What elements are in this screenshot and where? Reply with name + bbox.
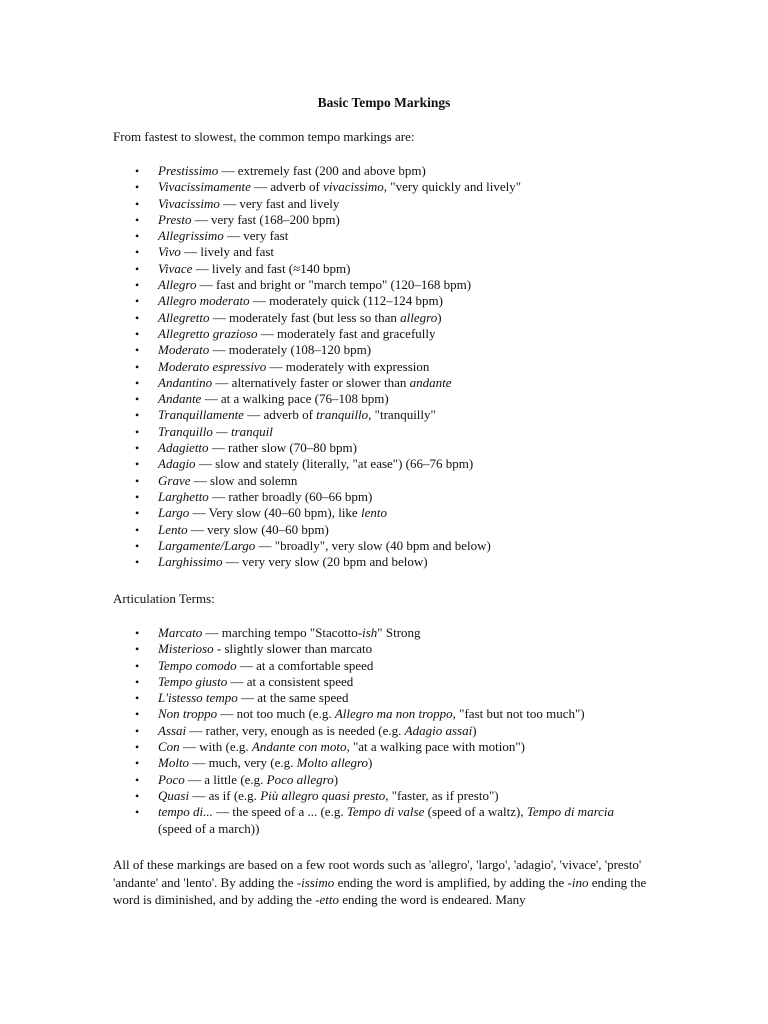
list-item (113, 424, 521, 440)
italic-term: Tempo di valse (346, 804, 425, 820)
text-run: — slow and solemn (190, 472, 298, 488)
italic-term: Andante con moto (251, 739, 347, 755)
italic-term: Allegro ma non troppo (334, 706, 453, 722)
intro-paragraph: From fastest to slowest, the common tempo markings are: (113, 129, 415, 144)
list-item (113, 554, 521, 570)
bullet-icon: • (135, 212, 140, 227)
bullet-icon: • (135, 506, 140, 521)
list-item (113, 772, 648, 788)
list-item (113, 538, 521, 554)
italic-term: vivacissimo (323, 179, 384, 195)
text-run: — slow and stately (literally, "at ease") (66–76 bpm) (195, 456, 474, 472)
italic-term: Allegro moderato (158, 293, 250, 309)
text-run: — adverb of (243, 407, 317, 423)
text-run: , "tranquilly" (368, 407, 436, 423)
bullet-icon: • (135, 180, 140, 195)
list-item (113, 326, 521, 342)
list-item (113, 407, 521, 423)
text-run: ending the word is endeared. Many (339, 892, 526, 907)
text-run: ) (437, 309, 442, 325)
text-run: — with (e.g. (179, 739, 252, 755)
text-run: — as if (e.g. (189, 787, 261, 803)
list-item (113, 674, 648, 690)
italic-term: Allegro (158, 277, 197, 293)
text-run: — at a walking pace (76–108 bpm) (201, 391, 389, 407)
italic-term: Misterioso (158, 641, 214, 657)
italic-term: Poco allegro (266, 771, 334, 787)
bullet-icon: • (135, 310, 140, 325)
text-run: — at a consistent speed (227, 673, 354, 689)
text-run: — very fast (223, 228, 289, 244)
list-item (113, 163, 521, 179)
list-item (113, 293, 521, 309)
bullet-icon: • (135, 772, 140, 787)
bullet-icon: • (135, 359, 140, 374)
italic-term: Vivo (158, 244, 181, 260)
italic-term: Andante (158, 391, 202, 407)
italic-term: Più allegro quasi presto (260, 787, 386, 803)
italic-term: Tranquillo — tranquil (158, 423, 273, 439)
list-item (113, 359, 521, 375)
list-item (113, 804, 648, 837)
list-item (113, 244, 521, 260)
text-run: — lively and fast (≈140 bpm) (192, 260, 351, 276)
text-run: ) (333, 771, 339, 787)
text-run: — moderately with expression (266, 358, 430, 374)
italic-term: Molto (158, 755, 190, 771)
text-run: — extremely fast (200 and above bpm) (218, 163, 426, 178)
closing-paragraph (113, 856, 653, 909)
list-item (113, 277, 521, 293)
italic-term: Vivacissimamente (158, 179, 251, 195)
list-item (113, 391, 521, 407)
italic-term: Adagio assai (404, 722, 473, 738)
list-item (113, 658, 648, 674)
text-run: — very fast and lively (219, 195, 340, 211)
italic-term: tempo di... (158, 804, 213, 820)
text-run: - slightly slower than marcato (213, 641, 373, 657)
italic-term: Grave (158, 472, 191, 488)
list-item (113, 788, 648, 804)
text-run: — moderately (108–120 bpm) (209, 342, 372, 358)
articulation-terms-list (113, 625, 648, 837)
text-run: , "fast but not too much") (452, 706, 585, 722)
italic-term: lento (360, 505, 387, 521)
text-run: — at the same speed (237, 690, 349, 706)
bullet-icon: • (135, 457, 140, 472)
text-run: — the speed of a ... (e.g. (212, 804, 347, 820)
italic-term: Molto allegro (296, 755, 369, 771)
italic-term: L'istesso tempo (158, 690, 238, 706)
text-run: " Strong (377, 625, 421, 640)
bullet-icon: • (135, 473, 140, 488)
italic-term: Non troppo (158, 706, 218, 722)
italic-term: Largo (158, 505, 190, 521)
text-run: — at a comfortable speed (236, 657, 374, 673)
text-run: ) (368, 755, 373, 771)
italic-term: ish (362, 625, 378, 640)
text-run: — marching tempo "Stacotto- (202, 625, 363, 640)
italic-term: Moderato (158, 342, 210, 358)
text-run: , "at a walking pace with motion") (346, 739, 525, 755)
text-run: ) (472, 722, 477, 738)
text-run: — very very slow (20 bpm and below) (222, 554, 428, 570)
bullet-icon: • (135, 392, 140, 407)
bullet-icon: • (135, 707, 140, 722)
bullet-icon: • (135, 674, 140, 689)
list-item (113, 228, 521, 244)
text-run: — moderately fast and gracefully (257, 325, 436, 341)
bullet-icon: • (135, 658, 140, 673)
text-run: — a little (e.g. (184, 771, 267, 787)
bullet-icon: • (135, 229, 140, 244)
text-run: , "very quickly and lively" (383, 179, 522, 195)
bullet-icon: • (135, 555, 140, 570)
italic-term: Allegrissimo (158, 228, 224, 244)
list-item (113, 456, 521, 472)
bullet-icon: • (135, 756, 140, 771)
italic-term: Moderato espressivo (158, 358, 267, 374)
bullet-icon: • (135, 723, 140, 738)
italic-term: Vivacissimo (158, 195, 220, 211)
text-run: — Very slow (40–60 bpm), like (189, 505, 361, 521)
italic-term: Adagietto (158, 440, 209, 456)
list-item (113, 739, 648, 755)
italic-term: Andantino (158, 374, 213, 390)
bullet-icon: • (135, 245, 140, 260)
tempo-markings-list (113, 163, 521, 570)
bullet-icon: • (135, 642, 140, 657)
text-run: — rather slow (70–80 bpm) (208, 440, 357, 456)
italic-term: -etto (315, 892, 340, 907)
list-item (113, 505, 521, 521)
text-run: — not too much (e.g. (217, 706, 335, 722)
text-run: ending the word is diminished, and by adding the (113, 874, 647, 907)
italic-term: Tranquillamente (158, 407, 244, 423)
text-run: — very slow (40–60 bpm) (187, 521, 329, 537)
list-item (113, 473, 521, 489)
text-run: — rather, very, enough as is needed (e.g. (186, 722, 405, 738)
list-item (113, 212, 521, 228)
italic-term: Poco (158, 771, 185, 787)
bullet-icon: • (135, 740, 140, 755)
list-item (113, 690, 648, 706)
list-item (113, 342, 521, 358)
bullet-icon: • (135, 788, 140, 803)
italic-term: Marcato (158, 625, 203, 640)
italic-term: Vivace (158, 260, 193, 276)
text-run: — very fast (168–200 bpm) (191, 211, 340, 227)
bullet-icon: • (135, 522, 140, 537)
italic-term: Tempo di marcia (526, 804, 615, 820)
italic-term: ino (571, 874, 589, 890)
bullet-icon: • (135, 326, 140, 341)
list-item (113, 706, 648, 722)
bullet-icon: • (135, 164, 140, 178)
text-run: — rather broadly (60–66 bpm) (208, 488, 373, 504)
bullet-icon: • (135, 261, 140, 276)
list-item (113, 440, 521, 456)
italic-term: Tempo giusto (158, 673, 228, 689)
bullet-icon: • (135, 343, 140, 358)
list-item (113, 641, 648, 657)
text-run: — moderately quick (112–124 bpm) (249, 293, 443, 309)
italic-term: Quasi (158, 787, 190, 803)
text-run: — much, very (e.g. (189, 755, 297, 771)
italic-term: Adagio (158, 456, 196, 472)
italic-term: Allegretto (158, 309, 210, 325)
bullet-icon: • (135, 626, 140, 640)
italic-term: Tempo comodo (158, 657, 237, 673)
bullet-icon: • (135, 538, 140, 553)
document-title: Basic Tempo Markings (317, 95, 451, 110)
bullet-icon: • (135, 408, 140, 423)
bullet-icon: • (135, 489, 140, 504)
italic-term: Larghissimo (158, 554, 223, 570)
italic-term: Presto (158, 211, 192, 227)
italic-term: Con (158, 739, 180, 755)
text-run: , "faster, as if presto") (385, 787, 499, 803)
text-run: — adverb of (250, 179, 324, 195)
italic-term: Prestissimo (158, 163, 219, 178)
bullet-icon: • (135, 294, 140, 309)
text-run: All of these markings are based on a few root words such as 'allegro', 'largo', 'adagio', 'vivace', 'presto' 'andante' and 'lento'. By adding the (113, 857, 642, 890)
list-item (113, 310, 521, 326)
italic-term: allegro (400, 309, 438, 325)
italic-term: Largamente/Largo (158, 537, 256, 553)
bullet-icon: • (135, 691, 140, 706)
italic-term: Assai (158, 722, 187, 738)
text-run: — alternatively faster or slower than (212, 374, 410, 390)
text-run: — "broadly", very slow (40 bpm and below) (255, 537, 491, 553)
articulation-heading: Articulation Terms: (113, 591, 215, 606)
text-run: (speed of a march)) (158, 820, 260, 836)
italic-term: Allegretto grazioso (158, 325, 258, 341)
list-item (113, 489, 521, 505)
text-run: — moderately fast (but less so than (209, 309, 401, 325)
bullet-icon: • (135, 375, 140, 390)
list-item (113, 625, 648, 641)
list-item (113, 375, 521, 391)
bullet-icon: • (135, 196, 140, 211)
italic-term: Lento (158, 521, 188, 537)
text-run: — lively and fast (180, 244, 275, 260)
list-item (113, 755, 648, 771)
italic-term: tranquillo (316, 407, 369, 423)
bullet-icon: • (135, 424, 140, 439)
italic-term: andante (409, 374, 452, 390)
list-item (113, 179, 521, 195)
list-item (113, 261, 521, 277)
bullet-icon: • (135, 278, 140, 293)
bullet-icon: • (135, 805, 140, 820)
italic-term: -issimo (296, 874, 335, 890)
text-run: — fast and bright or "march tempo" (120–168 bpm) (196, 277, 472, 293)
bullet-icon: • (135, 441, 140, 456)
italic-term: Larghetto (158, 488, 209, 504)
text-run: (speed of a waltz), (424, 804, 527, 820)
text-run: ending the word is amplified, by adding the - (334, 874, 572, 890)
list-item (113, 196, 521, 212)
list-item (113, 522, 521, 538)
list-item (113, 723, 648, 739)
